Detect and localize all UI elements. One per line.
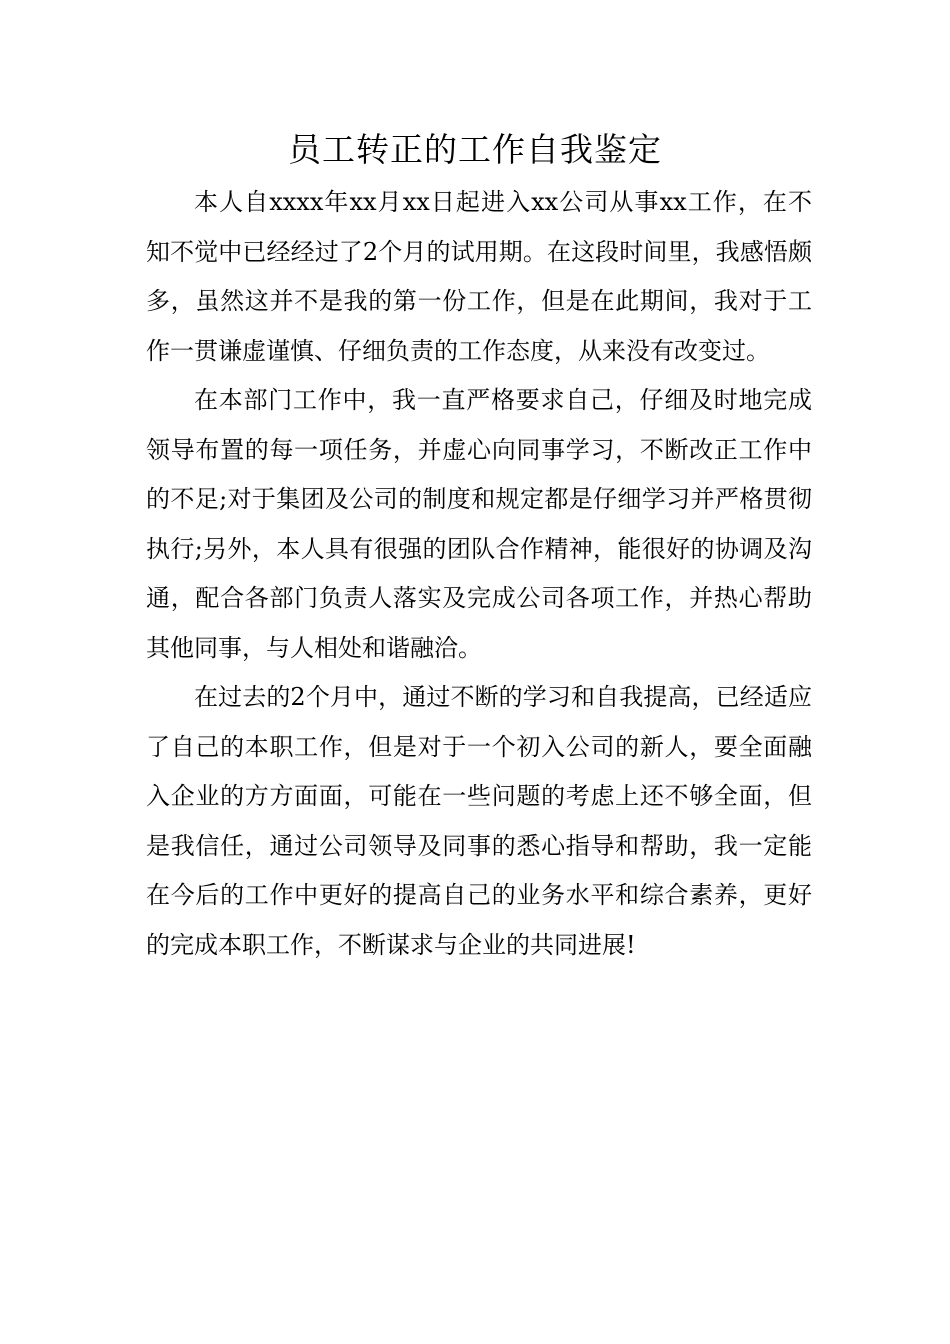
paragraph-1: 本人自xxxx年xx月xx日起进入xx公司从事xx工作，在不知不觉中已经经过了2个月的试用期。在这段时间里，我感悟颇多，虽然这并不是我的第一份工作，但是在此期间，我对于工作一贯谦虚谨慎、仔细负责的工作态度，从来没有改变过。 (146, 188, 812, 365)
paragraph-2: 在本部门工作中，我一直严格要求自己，仔细及时地完成领导布置的每一项任务，并虚心向同事学习，不断改正工作中的不足;对于集团及公司的制度和规定都是仔细学习并严格贯彻执行;另外，本人具有很强的团队合作精神，能很好的协调及沟通，配合各部门负责人落实及完成公司各项工作，并热心帮助其他同事，与人相处和谐融洽。 (146, 386, 812, 662)
paragraph-3: 在过去的2个月中，通过不断的学习和自我提高，已经适应了自己的本职工作，但是对于一个初入公司的新人，要全面融入企业的方方面面，可能在一些问题的考虑上还不够全面，但是我信任，通过公司领导及同事的悉心指导和帮助，我一定能在今后的工作中更好的提高自己的业务水平和综合素养，更好的完成本职工作，不断谋求与企业的共同进展! (146, 683, 812, 959)
document-title: 员工转正的工作自我鉴定 (288, 130, 662, 169)
document-body (146, 178, 812, 970)
